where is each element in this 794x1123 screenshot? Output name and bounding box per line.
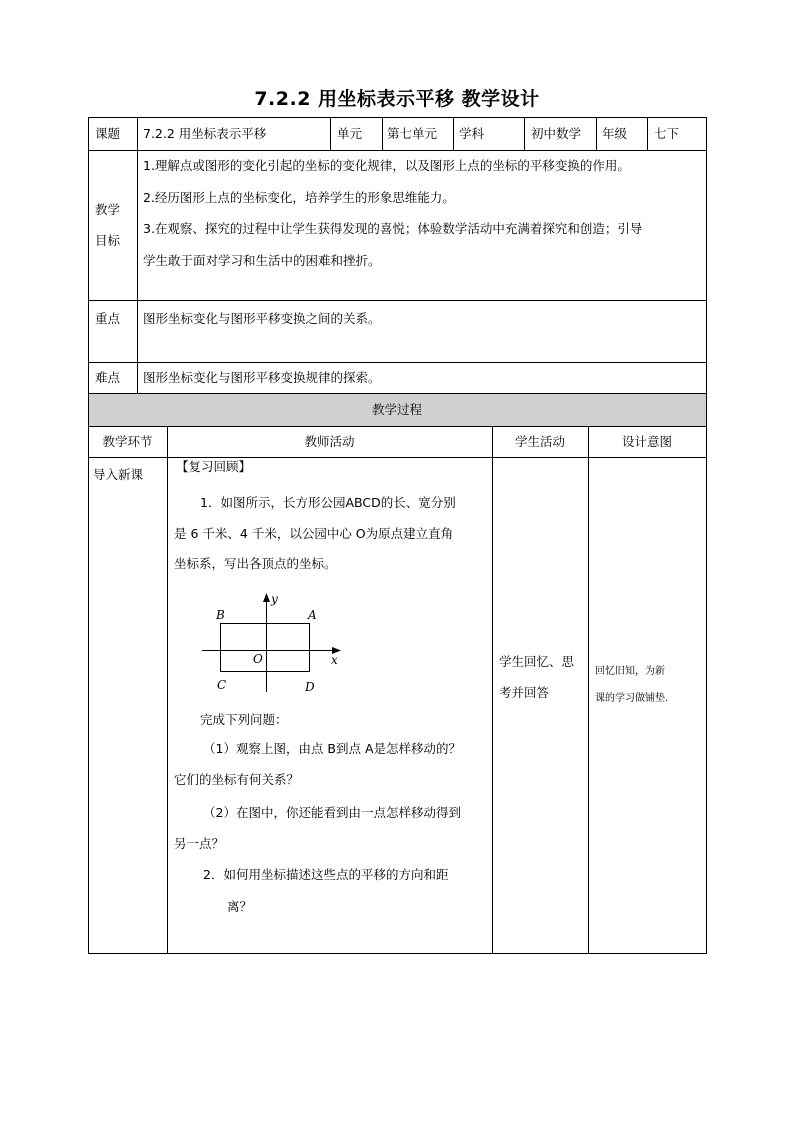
difficulty-label: 难点 — [95, 370, 121, 385]
subject-label: 学科 — [459, 126, 485, 141]
sub2-line-1: （2）在图中，你还能看到由一点怎样移动得到 — [203, 805, 461, 820]
topic-label: 课题 — [95, 126, 121, 141]
q1-line-2: 是 6 千米、4 千米，以公园中心 O为原点建立直角 — [174, 526, 454, 541]
process-band-title: 教学过程 — [371, 402, 422, 417]
unit-label: 单元 — [337, 126, 363, 141]
col-student-header: 学生活动 — [514, 434, 565, 449]
label-b: B — [216, 608, 225, 622]
label-d: D — [305, 680, 315, 694]
q1-line-1: 1．如图所示，长方形公园ABCD的长、宽分别 — [200, 495, 456, 510]
grade-label: 年级 — [602, 126, 628, 141]
label-c: C — [217, 678, 227, 692]
subject-value: 初中数学 — [531, 126, 582, 141]
page-title: 7.2.2 用坐标表示平移 教学设计 — [254, 88, 540, 110]
difficulty-text: 图形坐标变化与图形平移变换规律的探索。 — [143, 370, 381, 385]
unit-value: 第七单元 — [387, 126, 438, 141]
key-point-label: 重点 — [95, 311, 121, 326]
stage-cell: 导入新课 — [93, 467, 144, 482]
intent-line-1: 回忆旧知，为新 — [595, 666, 665, 677]
goal-line-3: 3.在观察、探究的过程中让学生获得发现的喜悦；体验数学活动中充满着探究和创造；引导 — [143, 221, 643, 236]
goals-label-line1: 教学 — [95, 202, 121, 217]
goal-line-1: 1.理解点或图形的变化引起的坐标的变化规律，以及图形上点的坐标的平移变换的作用。 — [143, 158, 630, 173]
student-line-2: 考并回答 — [499, 685, 550, 700]
label-x: x — [331, 653, 338, 667]
label-a: A — [308, 608, 317, 622]
sub2-line-2: 另一点？ — [174, 836, 225, 851]
col-teacher-header: 教师活动 — [304, 434, 355, 449]
sub1-line-2: 它们的坐标有何关系？ — [174, 772, 300, 787]
q1-line-3: 坐标系，写出各顶点的坐标。 — [174, 556, 337, 571]
label-y: y — [271, 592, 278, 606]
sub1-line-1: （1）观察上图，由点 B到点 A是怎样移动的？ — [203, 741, 462, 756]
col-stage-header: 教学环节 — [102, 434, 153, 449]
goal-line-4: 学生敢于面对学习和生活中的困难和挫折。 — [143, 253, 381, 268]
intent-line-2: 课的学习做铺垫. — [595, 693, 669, 704]
coordinate-figure — [196, 588, 356, 698]
q2-line-1: 2．如何用坐标描述这些点的平移的方向和距 — [203, 867, 449, 882]
goals-label-line2: 目标 — [95, 233, 121, 248]
topic-value: 7.2.2 用坐标表示平移 — [143, 126, 267, 141]
rectangle-abcd — [221, 624, 310, 672]
key-point-text: 图形坐标变化与图形平移变换之间的关系。 — [143, 311, 381, 326]
goal-line-2: 2.经历图形上点的坐标变化，培养学生的形象思维能力。 — [143, 190, 455, 205]
y-axis-arrow — [263, 593, 270, 602]
q2-line-2: 离？ — [227, 899, 253, 914]
review-heading: 【复习回顾】 — [176, 459, 252, 474]
student-line-1: 学生回忆、思 — [499, 654, 575, 669]
label-o: O — [253, 652, 263, 666]
col-intent-header: 设计意图 — [621, 434, 672, 449]
grade-value: 七下 — [654, 126, 680, 141]
complete-prompt: 完成下列问题： — [200, 712, 288, 727]
